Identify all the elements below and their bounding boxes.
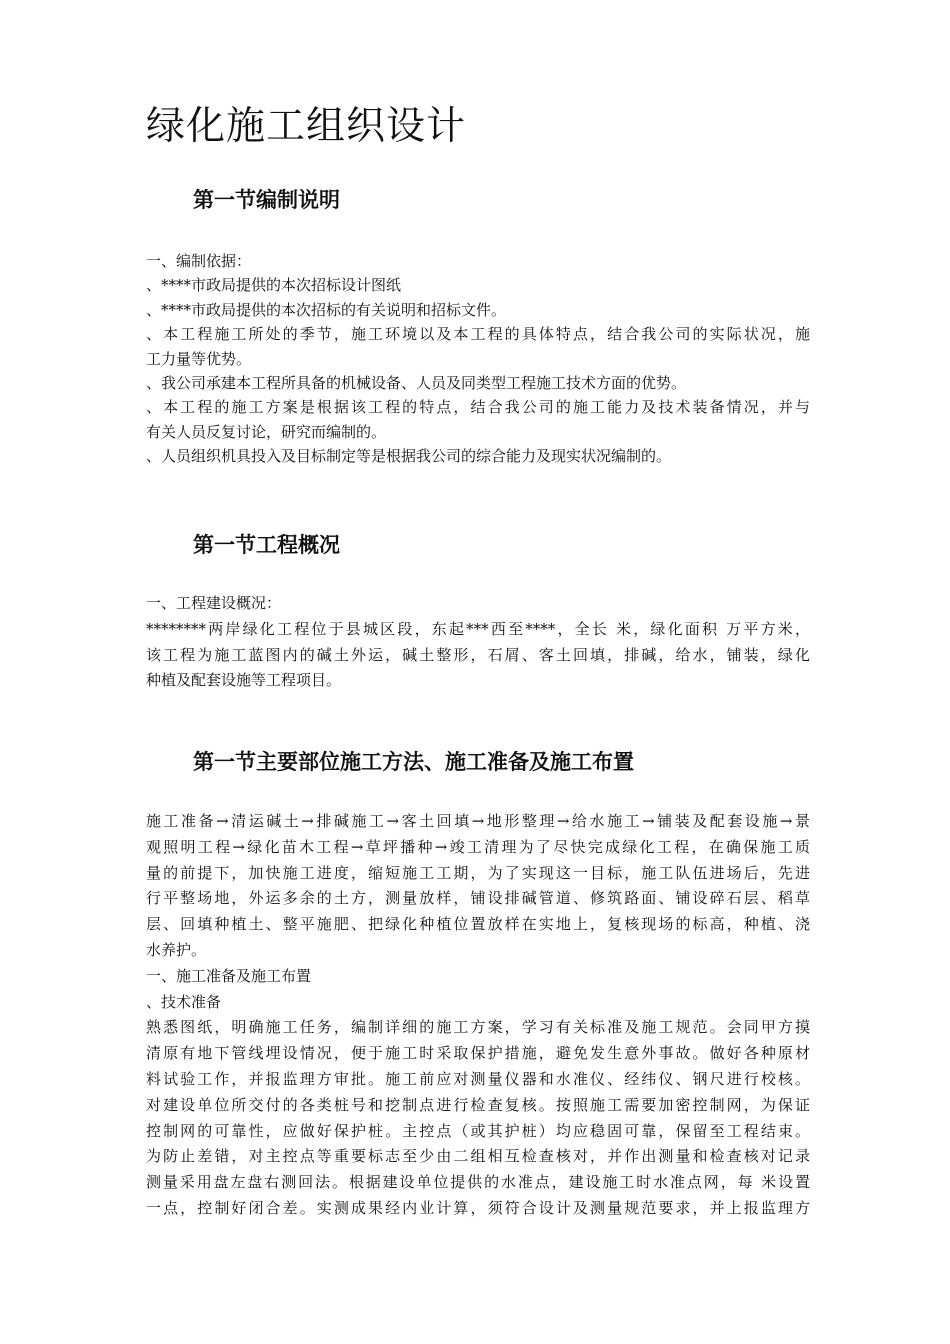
paragraph-line: 、****市政局提供的本次招标设计图纸 [146,276,402,295]
paragraph-line: 该工程为施工蓝图内的碱土外运，碱土整形，石屑、客土回填，排碱，给水，铺装，绿化 [146,645,810,664]
paragraph-line: 测量采用盘左盘右测回法。根据建设单位提供的水准点，建设施工时水准点网，每 米设置 [146,1173,810,1192]
paragraph-line: 施工准备→清运碱土→排碱施工→客土回填→地形整理→给水施工→铺装及配套设施→景 [146,812,810,830]
document-title: 绿化施工组织设计 [146,104,467,149]
paragraph-line: 有关人员反复讨论，研究而编制的。 [146,422,387,441]
section-body-compilation-notes [146,249,810,469]
paragraph-line: 熟悉图纸，明确施工任务，编制详细的施工方案，学习有关标准及施工规范。会同甲方摸 [146,1018,810,1037]
paragraph-line: 为防止差错，对主控点等重要标志至少由二组相互检查核对，并作出测量和检查核对记录 [146,1147,810,1166]
paragraph-line: ********两岸绿化工程位于县城区段，东起***西至****，全长 米，绿化面积 万平方米， [146,619,810,638]
section-heading-project-overview: 第一节工程概况 [193,532,340,557]
paragraph-line: 料试验工作，并报监理方审批。施工前应对测量仪器和水准仪、经纬仪、钢尺进行校核。 [146,1069,810,1088]
paragraph-line: 、技术准备 [146,992,222,1011]
paragraph-line: 一点，控制好闭合差。实测成果经内业计算，须符合设计及测量规范要求，并上报监理方 [146,1198,810,1217]
paragraph-line: 水养护。 [146,940,207,959]
paragraph-line: 、人员组织机具投入及目标制定等是根据我公司的综合能力及现实状况编制的。 [146,447,672,466]
paragraph-line: 、本工程施工所处的季节，施工环境以及本工程的具体特点，结合我公司的实际状况，施 [146,325,810,344]
paragraph-line: 种植及配套设施等工程项目。 [146,671,342,690]
paragraph-line: 观照明工程→绿化苗木工程→草坪播种→竣工清理为了尽快完成绿化工程，在确保施工质 [146,837,810,856]
paragraph-line: 清原有地下管线埋设情况，便于施工时采取保护措施，避免发生意外事故。做好各种原材 [146,1044,810,1063]
paragraph-line: 控制网的可靠性，应做好保护桩。主控点（或其护桩）均应稳固可靠，保留至工程结束。 [146,1121,810,1140]
section-heading-construction-methods: 第一节主要部位施工方法、施工准备及施工布置 [193,749,634,774]
paragraph-line: 一、施工准备及施工布置 [146,966,312,985]
paragraph-line: 、****市政局提供的本次招标的有关说明和招标文件。 [146,300,507,319]
paragraph-line: 、本工程的施工方案是根据该工程的特点，结合我公司的施工能力及技术装备情况，并与 [146,398,810,417]
paragraph-line: 工力量等优势。 [146,349,252,368]
paragraph-line: 层、回填种植土、整平施肥、把绿化种植位置放样在实地上，复核现场的标高，种植、浇 [146,915,810,934]
section-body-construction-methods [146,809,810,1222]
paragraph-line: 行平整场地，外运多余的土方，测量放样，铺设排碱管道、修筑路面、铺设碎石层、稻草 [146,889,810,908]
paragraph-line: 一、编制依据： [146,252,252,270]
paragraph-line: 对建设单位所交付的各类桩号和挖制点进行检查复核。按照施工需要加密控制网，为保证 [146,1095,810,1114]
section-body-project-overview [146,591,810,694]
section-heading-compilation-notes: 第一节编制说明 [193,187,340,212]
paragraph-line: 、我公司承建本工程所具备的机械设备、人员及同类型工程施工技术方面的优势。 [146,373,687,392]
paragraph-line: 一、工程建设概况： [146,594,282,612]
paragraph-line: 量的前提下，加快施工进度，缩短施工工期，为了实现这一目标，施工队伍进场后，先进 [146,863,810,882]
